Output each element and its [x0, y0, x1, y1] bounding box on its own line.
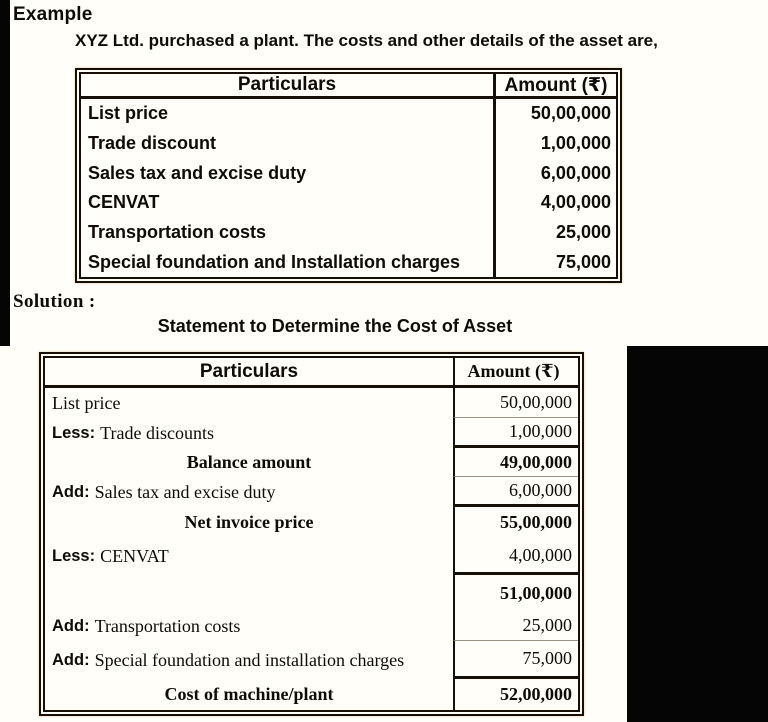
row-amount: 49,00,000: [453, 448, 578, 477]
row-amount: 52,00,000: [453, 679, 578, 710]
solution-statement-table: [39, 352, 584, 716]
table1-header-amount: Amount (₹): [493, 74, 616, 96]
table-row: [45, 641, 578, 679]
statement-title: Statement to Determine the Cost of Asset: [157, 316, 513, 336]
table-row: [81, 188, 616, 218]
table-row: [81, 99, 616, 129]
table2-header-particulars: Particulars: [199, 360, 299, 382]
table-row-subtotal: [45, 575, 578, 611]
table-row: [81, 218, 616, 248]
table-row-subtotal: [45, 448, 578, 477]
row-label: Net invoice price: [184, 512, 314, 532]
table-row: [45, 611, 578, 641]
row-amount: 25,000: [453, 611, 578, 641]
table-row: [81, 129, 616, 159]
row-amount: 55,00,000: [453, 507, 578, 538]
row-label: CENVAT: [88, 192, 160, 213]
row-label: Special foundation and Installation charges: [88, 251, 461, 272]
scan-black-bar-left: [0, 0, 10, 346]
less-prefix: Less:: [52, 423, 96, 442]
row-label: [45, 575, 453, 611]
table-row: [45, 388, 578, 418]
row-label: Sales tax and excise duty: [88, 162, 307, 183]
row-label: Cost of machine/plant: [164, 684, 334, 704]
table-row: [81, 247, 616, 277]
row-amount: 4,00,000: [493, 188, 616, 218]
row-label: List price: [88, 103, 169, 124]
row-label: Trade discount: [88, 133, 217, 153]
add-prefix: Add:: [52, 616, 90, 635]
row-amount: 51,00,000: [453, 575, 578, 611]
example-heading: Example: [13, 4, 93, 25]
add-prefix: Add:: [52, 482, 90, 501]
row-amount: 1,00,000: [493, 129, 616, 159]
table2-header-row: [45, 358, 578, 388]
row-amount: 75,000: [453, 641, 578, 679]
table1-header-row: [81, 74, 616, 99]
row-amount: 1,00,000: [453, 418, 578, 448]
row-label: Add: Sales tax and excise duty: [52, 481, 276, 502]
table1-header-particulars: Particulars: [237, 74, 337, 95]
row-amount: 6,00,000: [453, 477, 578, 507]
table2-header-amount: Amount (₹): [453, 358, 578, 385]
table-row: [45, 418, 578, 448]
row-label: List price: [52, 392, 121, 413]
cost-details-table: [75, 68, 622, 283]
solution-heading: Solution :: [13, 291, 96, 312]
row-label: Less: CENVAT: [52, 546, 169, 566]
row-amount: 75,000: [493, 247, 616, 277]
table-row: [45, 477, 578, 507]
row-amount: 25,000: [493, 218, 616, 248]
row-label: Add: Special foundation and installation charges: [52, 649, 405, 670]
add-prefix: Add:: [52, 650, 90, 669]
row-amount: 50,00,000: [493, 99, 616, 129]
less-prefix: Less:: [52, 547, 96, 565]
row-label: Less: Trade discounts: [52, 422, 214, 443]
table-row-subtotal: [45, 507, 578, 538]
row-label: Add: Transportation costs: [52, 615, 241, 636]
row-amount: 4,00,000: [453, 538, 578, 575]
intro-text: XYZ Ltd. purchased a plant. The costs and other details of the asset are,: [75, 31, 658, 50]
table-row: [81, 158, 616, 188]
table-row-total: [45, 679, 578, 710]
scan-black-bar-right: [627, 346, 768, 722]
row-label: Balance amount: [186, 452, 312, 472]
row-amount: 6,00,000: [493, 158, 616, 188]
table-row: [45, 538, 578, 575]
row-amount: 50,00,000: [453, 388, 578, 418]
row-label: Transportation costs: [88, 222, 267, 243]
